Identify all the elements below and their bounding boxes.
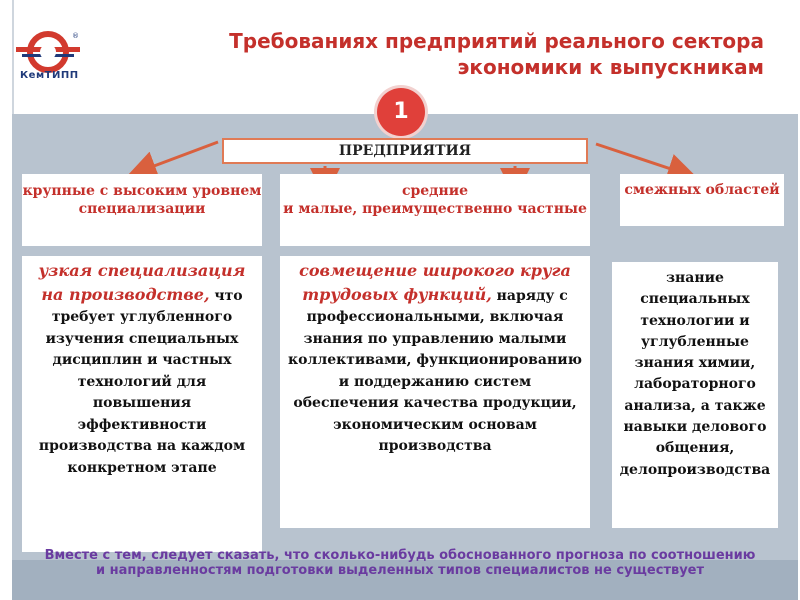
step-number-badge: 1 xyxy=(377,88,425,136)
divider xyxy=(12,0,14,114)
kemtipp-logo-icon xyxy=(16,30,88,92)
description-medium-text: наряду с профессиональными, включая знания по управлению малыми коллективами, функционированию и поддержанию систем обеспечения качества продукции, экономическим основам производства xyxy=(288,287,582,454)
description-medium-small xyxy=(280,256,590,528)
svg-text:®: ® xyxy=(72,32,79,40)
description-medium-highlight: совмещение широкого круга трудовых функций, xyxy=(299,261,571,304)
title-line-2: экономики к выпускникам xyxy=(457,55,764,79)
description-related-text: знание специальных технологии и углубленные знания химии, лабораторного анализа, а также навыки делового общения, делопроизводства xyxy=(619,270,771,478)
category-large: крупные с высоким уровнем специализации xyxy=(22,174,262,246)
category-medium-small-text: средние и малые, преимущественно частные xyxy=(283,183,587,217)
logo-wordmark: КемТИПП xyxy=(20,70,79,81)
title-line-1: Требованиях предприятий реального сектора xyxy=(229,29,764,53)
footer-note: Вместе с тем, следует сказать, что сколько-нибудь обоснованного прогноза по соотношению и направленностям подготовки выделенных типов специалистов не существует xyxy=(44,548,756,578)
description-large-text: что требует углубленного изучения специальных дисциплин и частных технологий для повышения эффективности производства на каждом конкретном этапе xyxy=(38,287,246,476)
category-medium-small xyxy=(280,174,590,246)
page-title xyxy=(164,28,764,80)
description-large xyxy=(22,256,262,552)
enterprises-label: ПРЕДПРИЯТИЯ xyxy=(222,138,588,164)
category-related: смежных областей xyxy=(620,174,784,226)
description-related xyxy=(612,262,778,528)
description-large-highlight: узкая специализация на производстве, xyxy=(38,261,246,304)
